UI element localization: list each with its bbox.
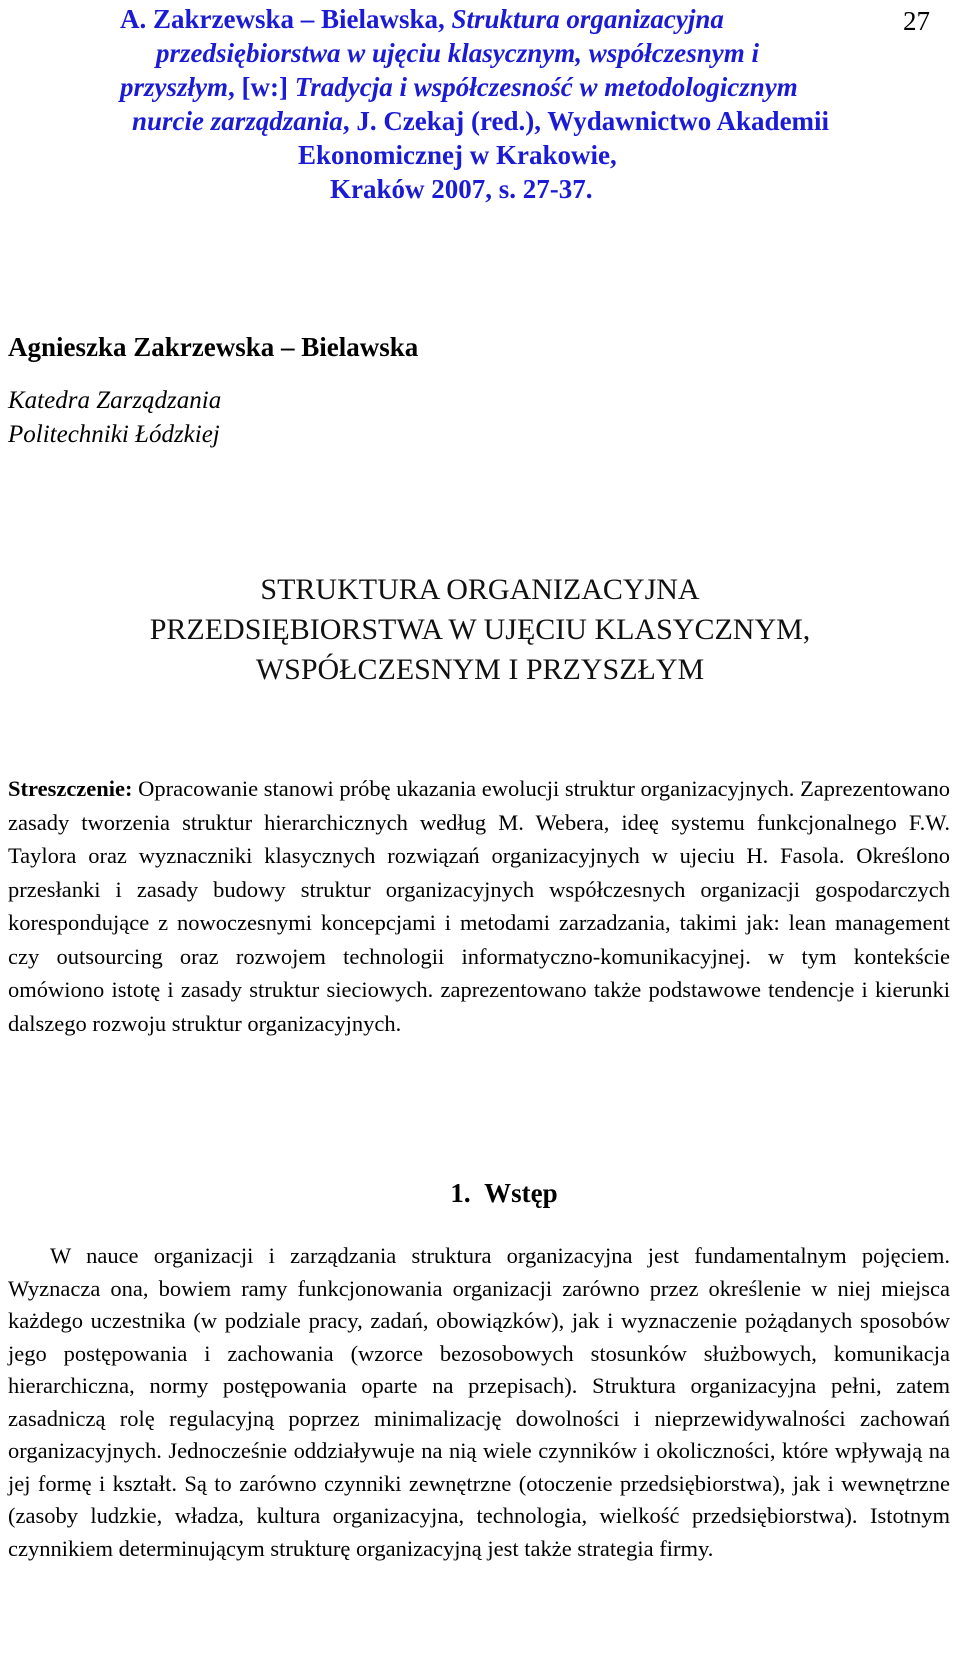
section-title: Wstęp <box>484 1178 558 1208</box>
citation-in: , [w:] <box>228 72 295 102</box>
abstract <box>8 772 950 1040</box>
citation-line <box>156 36 860 70</box>
citation-line <box>120 2 860 36</box>
page-number: 27 <box>903 6 930 36</box>
citation-title-part: przyszłym <box>120 72 228 102</box>
title-line: WSPÓŁCZESNYM I PRZYSZŁYM <box>255 653 705 686</box>
body-paragraph: W nauce organizacji i zarządzania struktura organizacyjna jest fundamentalnym pojęciem. Wyznacza ona, bowiem ramy funkcjonowania organizacji zarówno przez określenie w niej miejsca każdego uczestnika (w podziale pracy, zadań, obowiązków), jak i wyznaczenie pożądanych sposobów jego postępowania i zachowania (wzorce bezosobowych stosunków służbowych, komunikacja hierarchiczna, normy postępowania oparte na przepisach). Struktura organizacyjna pełni, zatem zasadniczą rolę regulacyjną poprzez minimalizację dowolności i nieprzewidywalności zachowań organizacyjnych. Jednocześnie oddziaływuje na nią wiele czynników i okoliczności, które wpływają na jej formę i kształt. Są to zarówno czynniki zewnętrzne (otoczenie przedsiębiorstwa), jak i wewnętrzne (zasoby ludzkie, władza, kultura organizacyjna, technologia, wielkość przedsiębiorstwa). Istotnym czynnikiem determinującym strukturę organizacyjną jest także strategia firmy. <box>8 1243 950 1561</box>
citation-title-part: Struktura organizacyjna <box>451 4 724 34</box>
citation-line <box>120 70 860 104</box>
citation-book-title: nurcie zarządzania <box>132 106 343 136</box>
author-affiliation <box>8 384 221 452</box>
section-heading <box>0 1178 960 1209</box>
citation-line <box>132 104 860 138</box>
paper-title <box>0 570 960 690</box>
abstract-label: Streszczenie: <box>8 776 133 801</box>
citation-line: Kraków 2007, s. 27-37. <box>330 174 593 204</box>
citation-title-part: przedsiębiorstwa w ujęciu klasycznym, współczesnym i <box>156 38 760 68</box>
title-line: PRZEDSIĘBIORSTWA W UJĘCIU KLASYCZNYM, <box>149 613 811 646</box>
section-number: 1. <box>450 1178 471 1208</box>
citation-publisher: , J. Czekaj (red.), Wydawnictwo Akademii <box>342 106 830 136</box>
citation-author: A. Zakrzewska – Bielawska, <box>120 4 452 34</box>
citation-line: Ekonomicznej w Krakowie, <box>298 140 617 170</box>
citation-header <box>120 2 860 206</box>
title-line: STRUKTURA ORGANIZACYJNA <box>260 573 700 606</box>
affiliation-line: Katedra Zarządzania <box>8 387 222 414</box>
abstract-text: Opracowanie stanowi próbę ukazania ewolucji struktur organizacyjnych. Zaprezentowano zasady tworzenia struktur hierarchicznych według M. Webera, ideę systemu funkcjonalnego F.W. Taylora oraz wyznaczniki klasycznych rozwiązań organizacyjnych w ujeciu H. Fasola. Określono przesłanki i zasady budowy struktur organizacyjnych współczesnych organizacji gospodarczych korespondujące z nowoczesnymi koncepcjami i metodami zarzadzania, takimi jak: lean management czy outsourcing oraz rozwojem technologii informatyczno-komunikacyjnej. w tym kontekście omówiono istotę i zasady struktur sieciowych. zaprezentowano także podstawowe tendencje i kierunki dalszego rozwoju struktur organizacyjnych. <box>8 776 950 1036</box>
author-name: Agnieszka Zakrzewska – Bielawska <box>8 332 419 362</box>
affiliation-line: Politechniki Łódzkiej <box>8 421 220 448</box>
citation-book-title: Tradycja i współczesność w metodologicznym <box>294 72 798 102</box>
